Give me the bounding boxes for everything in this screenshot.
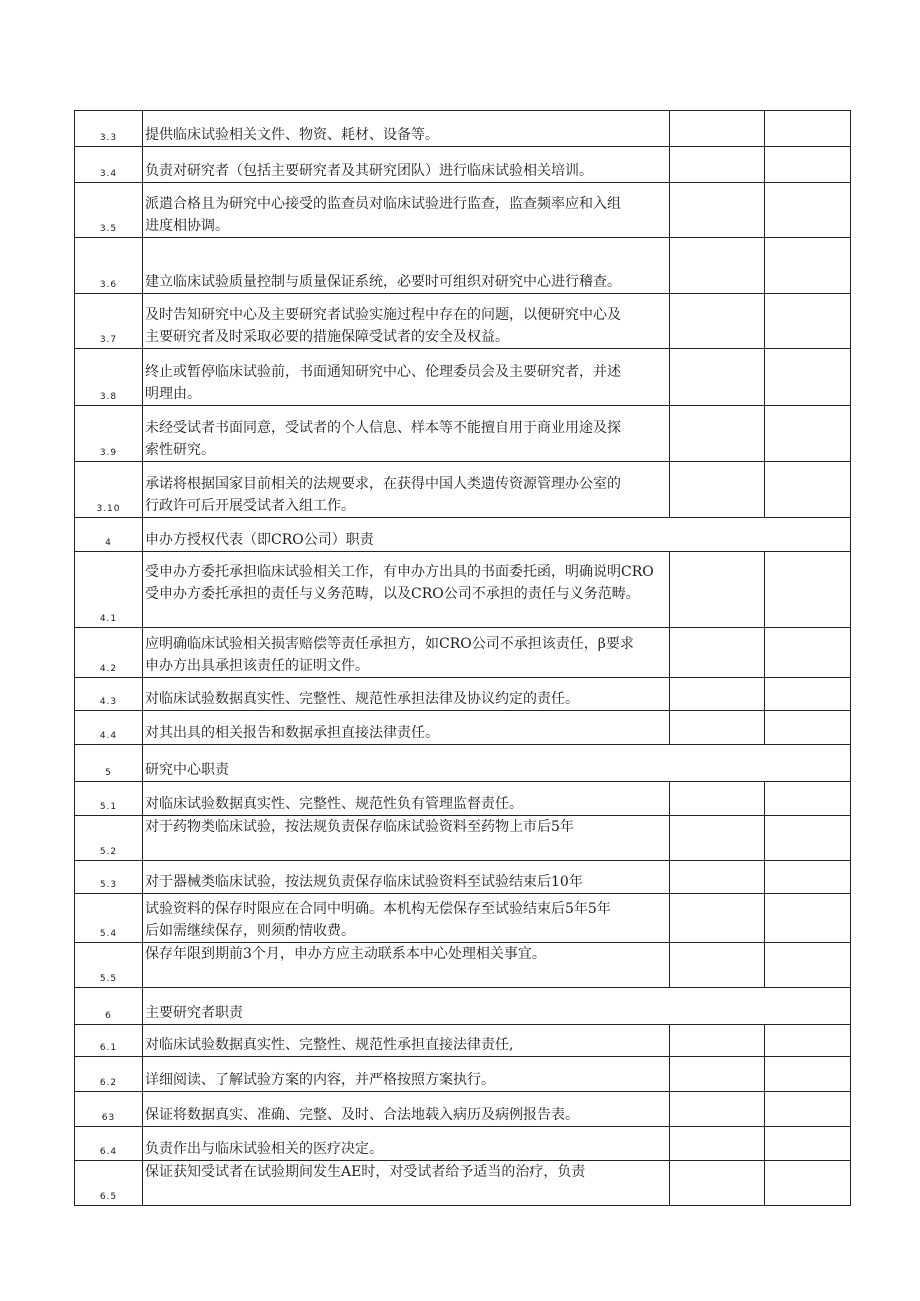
section-title: [143, 518, 851, 552]
text-line: 受申办方委托承担的责任与义务范畴，以及CRO公司不承担的责任与义务范畴。: [145, 586, 640, 602]
row-number: 4.1: [75, 552, 143, 628]
text-line: 进度相协调。: [145, 218, 229, 234]
check-cell-b: [765, 349, 851, 406]
row-number: 4.3: [75, 678, 143, 711]
text-line: 对于器械类临床试验，按法规负责保存临床试验资料至试验结束后10年: [145, 874, 583, 890]
text-line: 对临床试验数据真实性、完整性、规范性负有管理监督责任。: [145, 796, 523, 812]
table-row: [75, 1161, 851, 1206]
table-row: [75, 238, 851, 294]
section-title: [143, 745, 851, 782]
text-line: [145, 1183, 669, 1205]
check-cell-b: [765, 861, 851, 894]
check-cell-b: [765, 238, 851, 294]
check-cell-b: [765, 943, 851, 988]
check-cell-b: [765, 406, 851, 462]
text-line: 详细阅读、了解试验方案的内容，并严格按照方案执行。: [145, 1072, 495, 1088]
row-number: 3.9: [75, 406, 143, 462]
check-cell-b: [765, 628, 851, 678]
item-text: [143, 294, 670, 349]
row-number: 4: [75, 518, 143, 552]
row-number: 3.7: [75, 294, 143, 349]
text-line: 未经受试者书面同意，受试者的个人信息、样本等不能擅自用于商业用途及探: [145, 420, 621, 436]
table-row: [75, 1057, 851, 1092]
table-row: [75, 1127, 851, 1161]
item-text: [143, 1127, 670, 1161]
item-text: [143, 1092, 670, 1127]
text-line: 主要研究者及时采取必要的措施保障受试者的安全及权益。: [145, 329, 509, 345]
check-cell-a: [670, 294, 765, 349]
text-line: 主要研究者职责: [145, 1005, 243, 1021]
item-text: [143, 1025, 670, 1057]
row-number: 4.4: [75, 711, 143, 745]
responsibility-table: [74, 110, 851, 1206]
table-row: [75, 678, 851, 711]
item-text: [143, 711, 670, 745]
text-line: 终止或暂停临床试验前，书面通知研究中心、伦理委员会及主要研究者，并述: [145, 364, 621, 380]
check-cell-b: [765, 782, 851, 816]
table-row: [75, 462, 851, 518]
text-line: 对临床试验数据真实性、完整性、规范性承担直接法律责任,: [145, 1037, 514, 1053]
table-row: [75, 1025, 851, 1057]
table-row: [75, 711, 851, 745]
item-text: [143, 1057, 670, 1092]
check-cell-a: [670, 1127, 765, 1161]
table-row: [75, 183, 851, 238]
check-cell-a: [670, 552, 765, 628]
row-number: 3.4: [75, 147, 143, 183]
check-cell-a: [670, 406, 765, 462]
row-number: 4.2: [75, 628, 143, 678]
item-text: [143, 894, 670, 943]
check-cell-a: [670, 1025, 765, 1057]
text-line: [145, 838, 669, 860]
check-cell-b: [765, 552, 851, 628]
table-row: [75, 147, 851, 183]
table-row: [75, 1092, 851, 1127]
text-line: 派遣合格且为研究中心接受的监查员对临床试验进行监查，监查频率应和入组: [145, 196, 621, 212]
text-line: 试验资料的保存时限应在合同中明确。本机构无偿保存至试验结束后5年5年: [145, 901, 611, 917]
table-row: [75, 294, 851, 349]
row-number: 6.4: [75, 1127, 143, 1161]
item-text: [143, 816, 670, 861]
row-number: 3.8: [75, 349, 143, 406]
text-line: 明理由。: [145, 386, 201, 402]
item-text: [143, 782, 670, 816]
check-cell-b: [765, 111, 851, 147]
check-cell-a: [670, 861, 765, 894]
row-number: 6.2: [75, 1057, 143, 1092]
section-row: [75, 518, 851, 552]
check-cell-b: [765, 294, 851, 349]
check-cell-a: [670, 147, 765, 183]
table-row: [75, 782, 851, 816]
row-number: 5.5: [75, 943, 143, 988]
row-number: 3.3: [75, 111, 143, 147]
row-number: 3.6: [75, 238, 143, 294]
text-line: 后如需继续保存，则须酌情收费。: [145, 923, 355, 939]
text-line: 受申办方委托承担临床试验相关工作，有申办方出具的书面委托函，明确说明CRO: [145, 564, 654, 580]
row-number: 63: [75, 1092, 143, 1127]
check-cell-a: [670, 349, 765, 406]
check-cell-a: [670, 1092, 765, 1127]
table-row: [75, 349, 851, 406]
text-line: [145, 605, 669, 627]
row-number: 5.1: [75, 782, 143, 816]
check-cell-b: [765, 147, 851, 183]
text-line: 负责作出与临床试验相关的医疗决定。: [145, 1141, 383, 1157]
item-text: [143, 678, 670, 711]
check-cell-b: [765, 894, 851, 943]
check-cell-b: [765, 816, 851, 861]
check-cell-b: [765, 711, 851, 745]
item-text: [143, 628, 670, 678]
section-row: [75, 988, 851, 1025]
text-line: 对其出具的相关报告和数据承担直接法律责任。: [145, 725, 439, 741]
check-cell-b: [765, 1092, 851, 1127]
table-row: [75, 406, 851, 462]
item-text: [143, 147, 670, 183]
check-cell-a: [670, 782, 765, 816]
check-cell-a: [670, 678, 765, 711]
text-line: 提供临床试验相关文件、物资、耗材、设备等。: [145, 127, 439, 143]
text-line: 申办方出具承担该责任的证明文件。: [145, 658, 369, 674]
text-line: 及时告知研究中心及主要研究者试验实施过程中存在的问题，以便研究中心及: [145, 307, 621, 323]
row-number: 6.5: [75, 1161, 143, 1206]
table-row: [75, 552, 851, 628]
table-row: [75, 943, 851, 988]
check-cell-a: [670, 1161, 765, 1206]
table-row: [75, 816, 851, 861]
table-row: [75, 111, 851, 147]
section-title: [143, 988, 851, 1025]
row-number: 3.10: [75, 462, 143, 518]
text-line: 对临床试验数据真实性、完整性、规范性承担法律及协议约定的责任。: [145, 691, 579, 707]
row-number: 5.2: [75, 816, 143, 861]
row-number: 6: [75, 988, 143, 1025]
check-cell-b: [765, 183, 851, 238]
check-cell-a: [670, 943, 765, 988]
item-text: [143, 349, 670, 406]
text-line: 应明确临床试验相关损害赔偿等责任承担方，如CRO公司不承担该责任，β要求: [145, 636, 634, 652]
check-cell-a: [670, 462, 765, 518]
check-cell-b: [765, 1057, 851, 1092]
row-number: 5.3: [75, 861, 143, 894]
check-cell-a: [670, 894, 765, 943]
check-cell-a: [670, 238, 765, 294]
check-cell-a: [670, 628, 765, 678]
item-text: [143, 943, 670, 988]
row-number: 5: [75, 745, 143, 782]
check-cell-b: [765, 462, 851, 518]
item-text: [143, 406, 670, 462]
check-cell-a: [670, 111, 765, 147]
row-number: 5.4: [75, 894, 143, 943]
row-number: 6.1: [75, 1025, 143, 1057]
check-cell-b: [765, 1025, 851, 1057]
table-row: [75, 628, 851, 678]
item-text: [143, 861, 670, 894]
text-line: 保证将数据真实、准确、完整、及时、合法地载入病历及病例报告表。: [145, 1107, 579, 1123]
check-cell-b: [765, 1127, 851, 1161]
check-cell-a: [670, 816, 765, 861]
item-text: [143, 111, 670, 147]
text-line: [145, 249, 669, 271]
check-cell-a: [670, 711, 765, 745]
text-line: 申办方授权代表（即CRO公司）职责: [145, 532, 374, 548]
text-line: 行政许可后开展受试者入组工作。: [145, 498, 355, 514]
section-row: [75, 745, 851, 782]
text-line: 研究中心职责: [145, 762, 229, 778]
table-row: [75, 894, 851, 943]
text-line: 保存年限到期前3个月，申办方应主动联系本中心处理相关事宜。: [145, 946, 546, 962]
item-text: [143, 462, 670, 518]
text-line: 建立临床试验质量控制与质量保证系统，必要时可组织对研究中心进行稽查。: [145, 274, 621, 290]
check-cell-b: [765, 678, 851, 711]
item-text: [143, 552, 670, 628]
check-cell-a: [670, 1057, 765, 1092]
text-line: 对于药物类临床试验，按法规负责保存临床试验资料至药物上市后5年: [145, 819, 574, 835]
check-cell-a: [670, 183, 765, 238]
row-number: 3.5: [75, 183, 143, 238]
item-text: [143, 183, 670, 238]
text-line: [145, 965, 669, 987]
item-text: [143, 238, 670, 294]
check-cell-b: [765, 1161, 851, 1206]
text-line: 保证获知受试者在试验期间发生AE时，对受试者给予适当的治疗，负责: [145, 1164, 586, 1180]
text-line: 负责对研究者（包括主要研究者及其研究团队）进行临床试验相关培训。: [145, 163, 593, 179]
table-body: [75, 111, 851, 1206]
text-line: 索性研究。: [145, 442, 215, 458]
text-line: 承诺将根据国家目前相关的法规要求，在获得中国人类遗传资源管理办公室的: [145, 476, 621, 492]
item-text: [143, 1161, 670, 1206]
table-row: [75, 861, 851, 894]
